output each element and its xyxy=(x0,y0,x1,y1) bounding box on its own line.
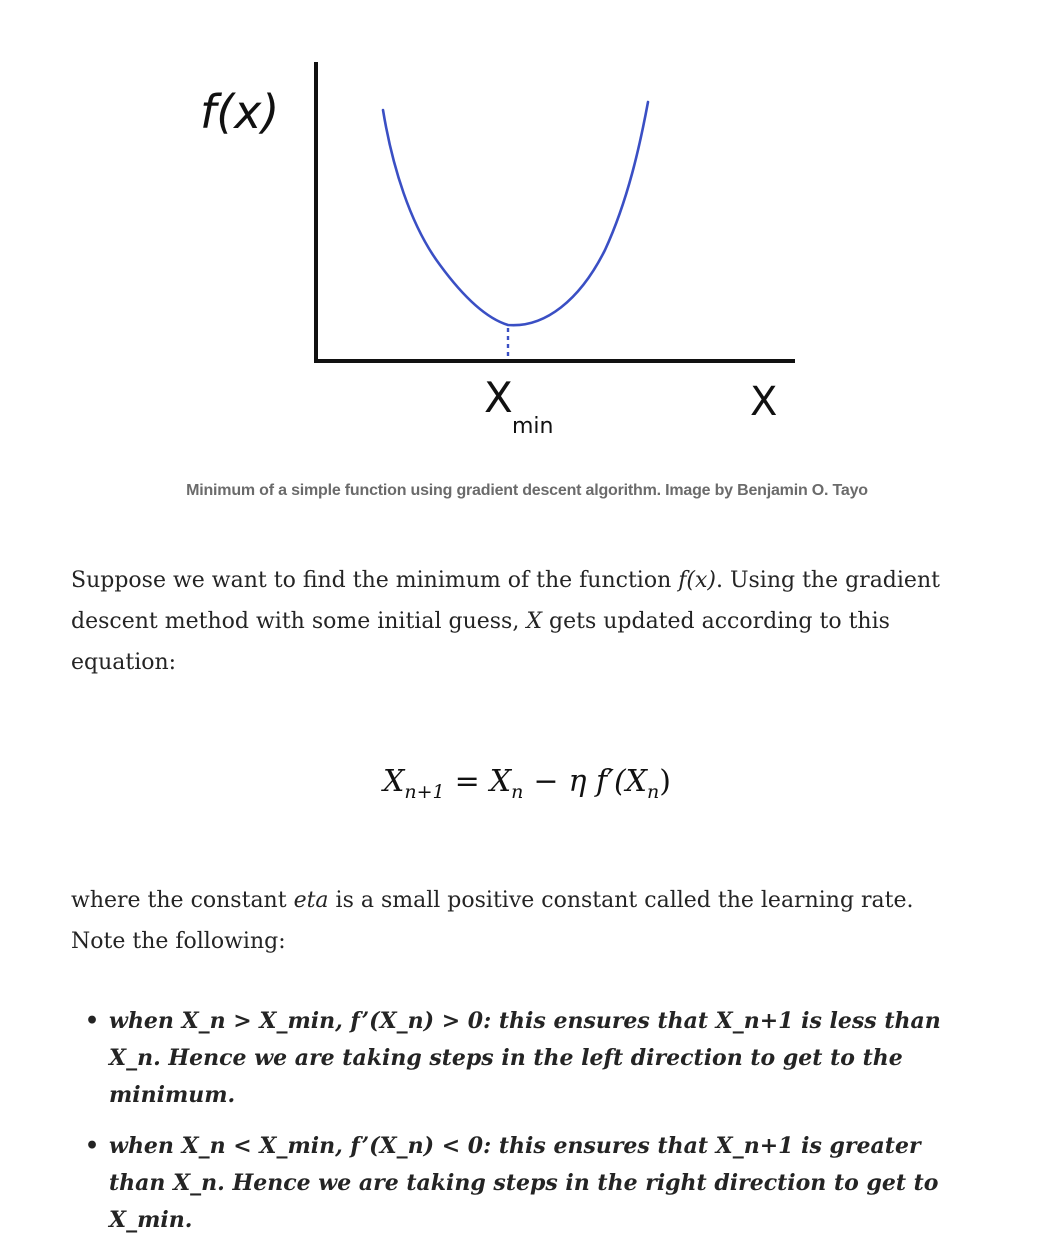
note-text: when X_n < X_min, f’(X_n) < 0: this ensures that X_n+1 is greater than X_n. Hence we are taking steps in the right direction to get to X_min. xyxy=(109,1133,939,1233)
function-plot xyxy=(0,0,1054,470)
note-text: when X_n > X_min, f’(X_n) > 0: this ensures that X_n+1 is less than X_n. Hence we are taking steps in the left direction to get to the minimum. xyxy=(109,1008,941,1108)
list-item xyxy=(71,1128,971,1239)
notes-list xyxy=(71,1003,971,1253)
x-axis-label: X xyxy=(750,379,778,425)
intro-fx: f(x) xyxy=(678,568,716,593)
lr-text-1: where the constant xyxy=(71,888,294,913)
intro-x: X xyxy=(526,609,543,634)
bullet-icon: • xyxy=(85,1133,100,1159)
update-equation xyxy=(0,764,1054,803)
intro-paragraph xyxy=(71,560,971,683)
eq-rhs-var1: X xyxy=(489,764,512,799)
list-item xyxy=(71,1003,971,1114)
bullet-icon: • xyxy=(85,1008,100,1034)
function-figure xyxy=(0,0,1054,470)
eq-minus: − xyxy=(533,764,559,799)
function-curve xyxy=(383,102,648,325)
eq-fprime: f′( xyxy=(596,764,626,799)
figure-caption: Minimum of a simple function using gradient descent algorithm. Image by Benjamin O. Tayo xyxy=(186,482,868,499)
eq-equals: = xyxy=(454,764,480,799)
lr-eta: eta xyxy=(293,888,329,913)
y-axis-label: f(x) xyxy=(200,85,280,139)
intro-text-3: gets updated according to this equation: xyxy=(71,609,890,675)
eq-eta: η xyxy=(568,764,587,799)
eq-close: ) xyxy=(659,764,671,799)
lr-text-2: is a small positive constant called the learning rate. Note the following: xyxy=(71,888,914,954)
learning-rate-paragraph xyxy=(71,880,971,962)
eq-lhs-var: X xyxy=(383,764,405,799)
intro-text-1: Suppose we want to find the minimum of the function xyxy=(71,568,679,593)
eq-rhs-var2: X xyxy=(625,764,648,799)
eq-rhs-sub2: n xyxy=(647,781,660,803)
eq-rhs-sub1: n xyxy=(511,781,524,803)
x-min-label: X xyxy=(484,373,513,422)
intro-text-2: . Using the gradient descent method with some initial guess, xyxy=(71,568,940,634)
eq-lhs-sub: n+1 xyxy=(404,781,445,803)
x-min-sub-label: min xyxy=(512,414,554,439)
